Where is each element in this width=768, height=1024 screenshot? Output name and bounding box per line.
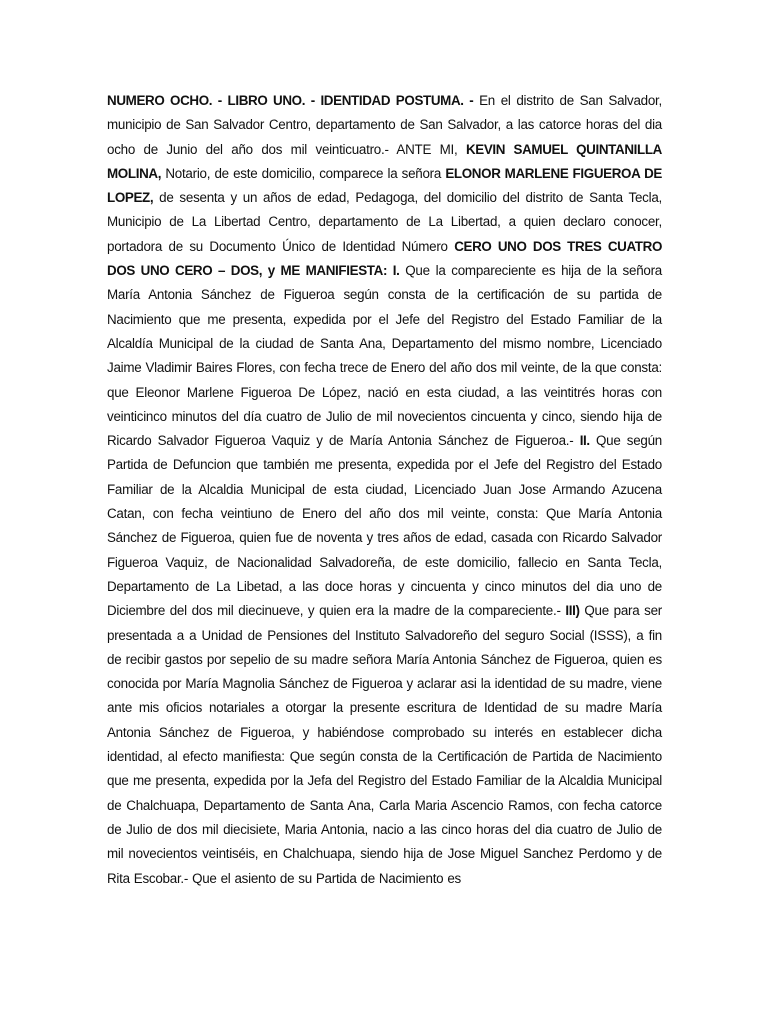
deed-paragraph <box>107 89 662 891</box>
clause-three-marker: III) <box>565 603 580 619</box>
appearing-party-name: ELONOR MARLENE FIGUEROA DE LOPEZ, <box>107 165 662 206</box>
document-page <box>107 89 662 891</box>
clause-two-marker: II. <box>579 433 590 449</box>
id-number-and-clause-one: CERO UNO DOS TRES CUATRO DOS UNO CERO – DOS, y ME MANIFIESTA: I. <box>107 238 663 279</box>
text-run: Que para ser presentada a a Unidad de Pensiones del Instituto Salvadoreño del seguro Social (ISSS), a fin de recibir gastos por sepelio de su madre señora María Antonia Sánchez de Figueroa, quien es conocida por María Magnolia Sánchez de Figueroa y aclarar asi la identidad de su madre, viene ante mis oficios notariales a otorgar la presente escritura de Identidad de su madre María Antonia Sánchez de Figueroa, y habiéndose comprobado su interés en establecer dicha identidad, al efecto manifiesta: Que según consta de la Certificación de Partida de Nacimiento que me presenta, expedida por la Jefa del Registro del Estado Familiar de la Alcaldia Municipal de Chalchuapa, Departamento de Santa Ana, Carla Maria Ascencio Ramos, con fecha catorce de Julio de dos mil diecisiete, Maria Antonia, nacio a las cinco horas del dia cuatro de Julio de mil novecientos veintiséis, en Chalchuapa, siendo hija de Jose Miguel Sanchez Perdomo y de Rita Escobar.- Que el asiento de su Partida de Nacimiento es <box>107 603 662 886</box>
text-run: Que la compareciente es hija de la señora María Antonia Sánchez de Figueroa según consta de la certificación de su partida de Nacimiento que me presenta, expedida por el Jefe del Registro del Estado Familiar de la Alcaldía Municipal de la ciudad de Santa Ana, Departamento del mismo nombre, Licenciado Jaime Vladimir Baires Flores, con fecha trece de Enero del año dos mil veinte, de la que consta: que Eleonor Marlene Figueroa De López, nació en esta ciudad, a las veintitrés horas con veinticinco minutos del día cuatro de Julio de mil novecientos cincuenta y cinco, siendo hija de Ricardo Salvador Figueroa Vaquiz y de María Antonia Sánchez de Figueroa.- <box>107 263 663 449</box>
text-run: de sesenta y un años de edad, Pedagoga, del domicilio del distrito de Santa Tecla, Municipio de La Libertad Centro, departamento de La Libertad, a quien declaro conocer, portadora de su Documento Único de Identidad Número <box>107 190 662 254</box>
deed-heading: NUMERO OCHO. - LIBRO UNO. - IDENTIDAD POSTUMA. - <box>107 93 474 108</box>
text-run: Que según Partida de Defuncion que también me presenta, expedida por el Jefe del Registro del Estado Familiar de la Alcaldia Municipal de esta ciudad, Licenciado Juan Jose Armando Azucena Catan, con fecha veintiuno de Enero del año dos mil veinte, consta: Que María Antonia Sánchez de Figueroa, quien fue de noventa y tres años de edad, casada con Ricardo Salvador Figueroa Vaquiz, de Nacionalidad Salvadoreña, de este domicilio, fallecio en Santa Tecla, Departamento de La Libetad, a las doce horas y cincuenta y cinco minutos del dia uno de Diciembre del dos mil diecinueve, y quien era la madre de la compareciente.- <box>107 433 662 619</box>
text-run: En el distrito de San Salvador, municipio de San Salvador Centro, departamento de San Salvador, a las catorce horas del dia ocho de Junio del año dos mil veinticuatro.- ANTE MI, <box>107 93 662 157</box>
notary-name: KEVIN SAMUEL QUINTANILLA MOLINA, <box>107 141 662 181</box>
text-run: Notario, de este domicilio, comparece la señora <box>161 165 446 181</box>
